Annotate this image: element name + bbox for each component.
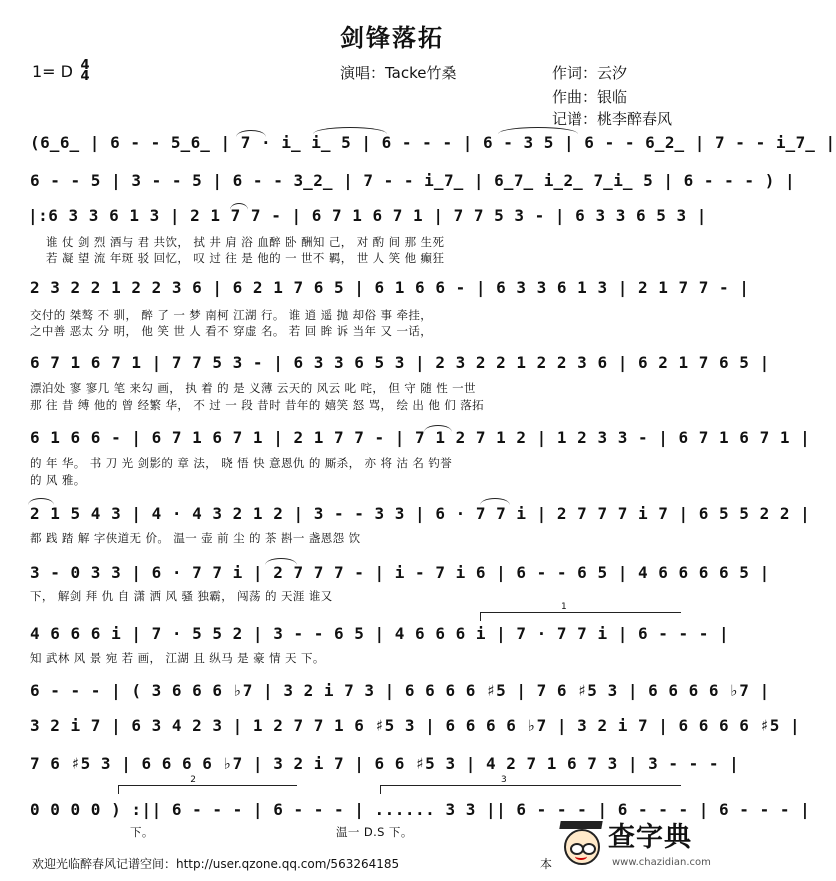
lyric-line-4b: 之中善 恶太 分 明， 他 笑 世 人 看不 穿虚 名。 若 回 眸 诉 当年 又 一话，: [30, 324, 433, 338]
score-line-5: 6 7 1 6 7 1 | 7 7 5 3 - | 6 3 3 6 5 3 | 2 3 2 2 1 2 2 3 6 | 6 2 1 7 6 5 |: [30, 353, 770, 372]
logo-text: 查字典: [608, 822, 692, 853]
score-line-4: 2 3 2 2 1 2 2 3 6 | 6 2 1 7 6 5 | 6 1 6 6 - | 6 3 3 6 1 3 | 2 1 7 7 - |: [30, 278, 750, 297]
mouth-icon: [575, 853, 587, 860]
slur-arc: [313, 127, 387, 134]
lyric-line-13a: 下。: [130, 825, 154, 839]
score-line-1: (6̲6̲ | 6 - - 5̲6̲ | 7 · i̲ i̲ 5 | 6 - - - | 6 - 3 5 | 6 - - 6̲2̲ | 7 - - i̲7̲ |: [30, 133, 836, 152]
composer-credit: 作曲：银临: [552, 88, 628, 106]
slur-arc: [480, 498, 510, 505]
volta-bracket-1: 1: [480, 612, 681, 621]
key-signature: 1= D: [32, 62, 73, 81]
footer-mark: 本: [540, 857, 553, 871]
graduation-cap-icon: [559, 821, 602, 829]
lyric-line-7a: 都 践 踏 解 字侠道无 价。 温一 壶 前 尘 的 茶 斟一 盏恩怨 饮: [30, 531, 361, 545]
lyric-line-3b: 若 凝 望 流 年斑 驳 回忆， 叹 过 往 是 他的 一 世不 羁， 世 人 笑 他 癫狂: [46, 251, 445, 265]
slur-arc: [236, 130, 266, 137]
volta-bracket-3: 3: [380, 785, 681, 794]
score-line-8: 3 - 0 3 3 | 6 · 7 7 i | 2 7 7 7 - | i - 7 i 6 | 6 - - 6 5 | 4 6 6 6 6 5 |: [30, 563, 770, 582]
cartoon-face-icon: [564, 829, 600, 865]
score-line-3: |:6 3 3 6 1 3 | 2 1 7 7 - | 6 7 1 6 7 1 | 7 7 5 3 - | 6 3 3 6 5 3 |: [28, 206, 707, 225]
logo-url: www.chazidian.com: [612, 857, 711, 868]
lyric-line-5b: 那 往 昔 缚 他的 曾 经繁 华， 不 过 一 段 昔时 昔年的 嬉笑 怒 骂， 绘 出 他 们 落拓: [30, 398, 485, 412]
lyric-line-6a: 的 年 华。 书 刀 光 剑影的 章 法， 晓 悟 快 意恩仇 的 厮杀， 亦 将 沽 名 钓誉: [30, 456, 453, 470]
lyricist-credit: 作词：云汐: [552, 64, 628, 82]
score-line-7: 2 1 5 4 3 | 4 · 4 3 2 1 2 | 3 - - 3 3 | 6 · 7 7 i | 2 7 7 7 i 7 | 6 5 5 2 2 |: [30, 504, 811, 523]
footer-link-text: 欢迎光临醉春风记谱空间：http://user.qzone.qq.com/563264185: [32, 857, 400, 871]
slur-arc: [424, 425, 452, 432]
score-line-6: 6 1 6 6 - | 6 7 1 6 7 1 | 2 1 7 7 - | 7 1 2 7 1 2 | 1 2 3 3 - | 6 7 1 6 7 1 |: [30, 428, 811, 447]
slur-arc: [498, 127, 578, 134]
volta-bracket-2: 2: [118, 785, 297, 794]
lyric-line-9a: 知 武林 风 景 宛 若 画， 江湖 且 纵马 是 豪 情 天 下。: [30, 651, 325, 665]
slur-arc: [28, 498, 54, 505]
lyric-line-5a: 漂泊处 寥 寥几 笔 来勾 画， 执 着 的 是 义薄 云天的 风云 叱 咤， 但 守 随 性 一世: [30, 381, 476, 395]
chazidian-logo: [560, 815, 725, 877]
lyric-line-4a: 交付的 桀骜 不 驯， 醉 了 一 梦 南柯 江湖 行。 谁 逍 遥 抛 却俗 事 牵挂，: [30, 308, 433, 322]
lyric-line-3a: 谁 仗 剑 烈 酒与 君 共饮， 拭 井 肩 浴 血醉 卧 酬知 己， 对 酌 间 那 生死: [46, 235, 445, 249]
lyric-line-8a: 下， 解剑 拜 仇 自 潇 洒 风 骚 独霸， 闯荡 的 天涯 谁又: [30, 589, 333, 603]
score-line-9: 4 6 6 6 i | 7 · 5 5 2 | 3 - - 6 5 | 4 6 6 6 i | 7 · 7 7 i | 6 - - - |: [30, 624, 730, 643]
score-line-11: 3 2 i 7 | 6 3 4 2 3 | 1 2 7 7 1 6 ♯5 3 | 6 6 6 6 ♭7 | 3 2 i 7 | 6 6 6 6 ♯5 |: [30, 716, 801, 735]
singer-credit: 演唱：Tacke竹桑: [340, 64, 457, 82]
lyric-line-13b: 温一 D.S 下。: [336, 825, 413, 839]
score-line-2: 6 - - 5 | 3 - - 5 | 6 - - 3̲2̲ | 7 - - i̲7̲ | 6̲7̲ i̲2̲ 7̲i̲ 5 | 6 - - - ) |: [30, 171, 796, 190]
slur-arc: [230, 203, 248, 210]
slur-arc: [265, 558, 297, 565]
lyric-line-6b: 的 风 雅。: [30, 473, 86, 487]
score-line-10: 6 - - - | ( 3 6 6 6 ♭7 | 3 2 i 7 3 | 6 6 6 6 ♯5 | 7 6 ♯5 3 | 6 6 6 6 ♭7 |: [30, 681, 770, 700]
transcriber-credit: 记谱：桃李醉春风: [552, 110, 673, 128]
song-title: 剑锋落拓: [340, 23, 444, 52]
score-line-12: 7 6 ♯5 3 | 6 6 6 6 ♭7 | 3 2 i 7 | 6 6 ♯5 3 | 4 2 7 1 6 7 3 | 3 - - - |: [30, 754, 740, 773]
score-line-13: 0 0 0 0 ) :|| 6 - - - | 6 - - - | ...... 3 3 || 6 - - - | 6 - - - | 6 - - - |: [30, 800, 811, 819]
time-signature: 4 4: [80, 58, 90, 84]
